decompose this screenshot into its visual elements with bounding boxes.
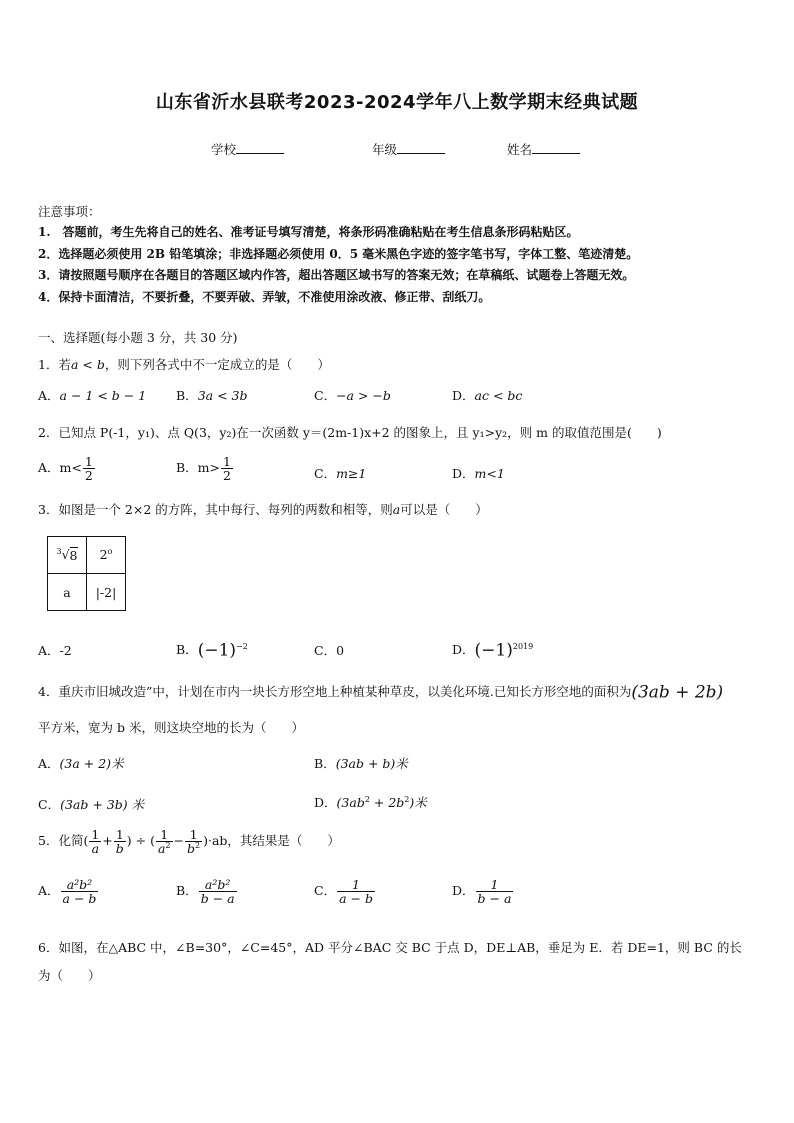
q1-option-c[interactable]: C．−a > −b <box>314 388 391 403</box>
question-4-stem: 4．重庆市旧城改造”中，计划在市内一块长方形空地上种植某种草皮，以美化环境.已知长方形空地的面积为(3ab + 2b) <box>38 682 724 703</box>
cell-2-power-0: 2$^o$ <box>87 537 126 574</box>
q3-option-d[interactable]: D．$(-1)^{2019}$ <box>452 640 534 661</box>
note-item-4: 4．保持卡面清洁，不要折叠，不要弄破、弄皱，不准使用涂改液、修正带、刮纸刀。 <box>38 290 491 304</box>
note-item-3: 3．请按照题号顺序在各题目的答题区域内作答，超出答题区域书写的答案无效；在草稿纸、试题卷上答题无效。 <box>38 268 635 282</box>
question-5-stem: 5．化简( $\frac{1}{a}$ + $\frac{1}{b}$ ) ÷ ( $\frac{1}{a^2}$ − $\frac{1}{b^2}$ )·ab，其结果是（ ） <box>38 827 340 857</box>
question-3-stem: 3．如图是一个 2×2 的方阵，其中每行、每列的两数和相等，则a可以是（ ） <box>38 502 488 517</box>
q5-option-d[interactable]: D． $\frac{1}{b - a}$ <box>452 877 512 907</box>
name-field[interactable] <box>507 140 580 158</box>
note-item-1: 1. 答题前，考生先将自己的姓名、准考证号填写清楚，将条形码准确粘贴在考生信息条形码粘贴区。 <box>38 225 579 239</box>
cell-a: a <box>48 574 87 611</box>
grade-label: 年级 <box>372 142 398 157</box>
q4-option-b[interactable]: B．(3ab + b)米 <box>314 756 408 771</box>
grade-field[interactable] <box>372 140 445 158</box>
question-1-stem: 1．若a < b，则下列各式中不一定成立的是（ ） <box>38 357 330 372</box>
question-4-stem-2: 平方米，宽为 b 米，则这块空地的长为（ ） <box>38 720 304 735</box>
q4-option-d[interactable]: D．$(3ab^2 + 2b^2)$米 <box>314 794 427 810</box>
q4-option-c[interactable]: C．(3ab + 3b) 米 <box>38 797 145 812</box>
q1-option-d[interactable]: D．ac < bc <box>452 388 523 403</box>
q5-option-b[interactable]: B． $\frac{\text{a²b²}}{b - a}$ <box>176 877 235 907</box>
q2-option-a[interactable]: A．m< $\frac{1}{2}$ <box>38 454 93 484</box>
q1-option-a[interactable]: A．a − 1 < b − 1 <box>38 388 147 403</box>
note-item-2: 2．选择题必须使用 2B 铅笔填涂；非选择题必须使用 0．5 毫米黑色字迹的签字笔书写，字体工整、笔迹清楚。 <box>38 247 639 261</box>
q3-option-a[interactable]: A．-2 <box>38 643 72 658</box>
q1-option-b[interactable]: B．3a < 3b <box>176 388 248 403</box>
cell-cube-root-8: $^3$√8 <box>48 537 87 574</box>
q3-option-b[interactable]: B．$(-1)^{-2}$ <box>176 640 248 661</box>
matrix-figure <box>47 536 126 611</box>
notes-heading: 注意事项： <box>38 204 101 219</box>
grade-blank[interactable] <box>397 141 445 154</box>
q4-option-a[interactable]: A．(3a + 2)米 <box>38 756 124 771</box>
name-label: 姓名 <box>507 142 533 157</box>
school-field[interactable] <box>211 140 284 158</box>
question-6-stem-2: 为（ ） <box>38 968 101 983</box>
page-title: 山东省沂水县联考2023-2024学年八上数学期末经典试题 <box>155 92 639 113</box>
section-heading: 一、选择题(每小题 3 分，共 30 分) <box>38 330 238 345</box>
q5-option-a[interactable]: A． $\frac{\text{a²b²}}{a - b}$ <box>38 877 97 907</box>
name-blank[interactable] <box>532 141 580 154</box>
q2-option-d[interactable]: D．m<1 <box>452 466 505 481</box>
school-blank[interactable] <box>236 141 284 154</box>
q2-option-b[interactable]: B．m> $\frac{1}{2}$ <box>176 454 231 484</box>
question-6-stem: 6．如图，在△ABC 中，∠B=30°，∠C=45°，AD 平分∠BAC 交 BC 于点 D，DE⊥AB，垂足为 E．若 DE=1，则 BC 的长 <box>38 940 742 955</box>
q3-option-c[interactable]: C．0 <box>314 643 345 658</box>
school-label: 学校 <box>211 142 237 157</box>
q2-option-c[interactable]: C．m≥1 <box>314 466 367 481</box>
question-2-stem: 2．已知点 P(-1，y₁)、点 Q(3，y₂)在一次函数 y＝(2m-1)x+2 的图象上，且 y₁>y₂，则 m 的取值范围是( ) <box>38 425 662 440</box>
q5-option-c[interactable]: C． $\frac{1}{a - b}$ <box>314 877 373 907</box>
cell-abs-neg-2: |-2| <box>87 574 126 611</box>
